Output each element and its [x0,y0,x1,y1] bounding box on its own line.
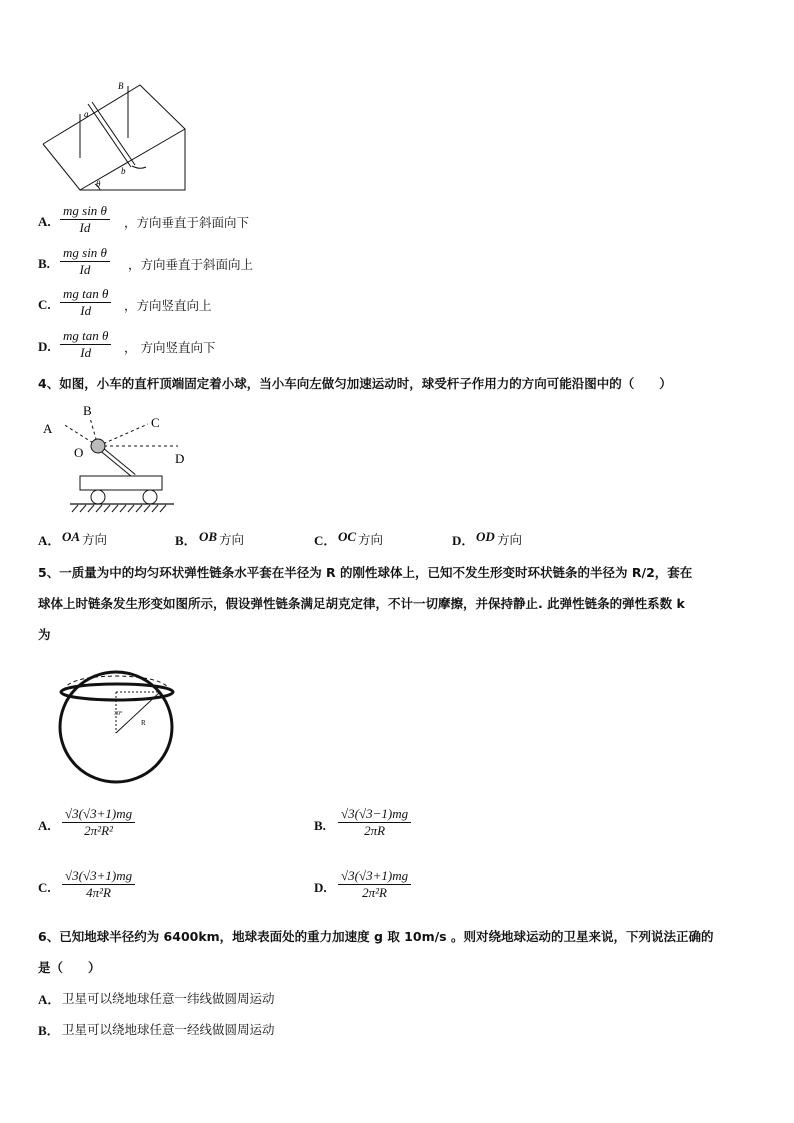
incline-figure [40,78,190,193]
option-text: 方向 [358,532,384,547]
q5-stem-line2: 球体上时链条发生形变如图所示，假设弹性链条满足胡克定律，不计一切摩擦，并保持静止. 此弹性链条的弹性系数 k [38,596,685,611]
option-fraction: $\frac{√3(√3+1)mg}{\text{2π²R²}}$ [62,806,135,839]
option-fraction: $\frac{√3(√3-1)mg}{2\pi R}$ [338,806,411,839]
option-text: 卫星可以绕地球任意一经线做圆周运动 [62,1022,275,1037]
option-label: C. [38,880,51,895]
option-label: B． [175,533,197,548]
q6-stem-line1: 6、已知地球半径约为 6400km，地球表面处的重力加速度 g 取 10m/s 。则对绕地球运动的卫星来说，下列说法正确的 [38,929,714,944]
option-fraction: $\frac{\text{mg sin θ}}{Id}$ [60,203,110,236]
option-text: ，方向垂直于斜面向上 [128,257,254,272]
q6-stem-line2: 是（ ） [38,960,101,975]
option-text: 卫星可以绕地球任意一纬线做圆周运动 [62,991,275,1006]
fig4-label-A: A [43,421,53,436]
fig3-label-B: B [118,81,124,91]
sphere-chain-figure [56,655,186,785]
option-label: A． [38,992,61,1007]
fig3-label-a: a [84,109,89,119]
q5-stem-line1: 5、一质量为中的均匀环状弹性链条水平套在半径为 R 的刚性球体上，已知不发生形变时环状链条的半径为 R/2，套在 [38,565,693,580]
fig3-label-b: b [121,166,126,176]
option-fraction: $\frac{\text{mg tan θ}}{Id}$ [60,328,111,361]
option-fraction: $\frac{√3(√3+1)mg}{\text{4π²R}}$ [62,868,135,901]
option-var: OB [199,529,218,544]
option-label: A. [38,214,51,229]
option-fraction: $\frac{\text{mg tan θ}}{Id}$ [60,286,111,319]
option-text: ，方向竖直向上 [124,298,212,313]
option-label: B． [38,1023,60,1038]
option-label: C. [38,297,51,312]
option-label: D. [314,880,327,895]
option-var: OA [62,529,81,544]
fig3-label-theta: θ [96,179,101,189]
option-label: B. [38,256,50,271]
option-text: 方向 [497,532,523,547]
option-text: ， 方向竖直向下 [124,340,216,355]
fig5-radius-label: R [141,719,146,727]
option-fraction: $\frac{\text{mg sin θ}}{Id}$ [60,245,110,278]
fig4-label-B: B [83,403,92,418]
option-label: B. [314,818,326,833]
option-label: D. [38,339,51,354]
option-label: A． [38,533,61,548]
option-label: C． [314,533,337,548]
q4-stem: 4、如图，小车的直杆顶端固定着小球，当小车向左做匀加速运动时，球受杆子作用力的方向可能沿图中的（ ） [38,376,672,391]
option-label: D． [452,533,475,548]
fig4-label-D: D [175,451,185,466]
option-text: 方向 [82,532,108,547]
fig5-angle-label: 30° [114,711,123,717]
option-label: A. [38,818,51,833]
fig4-label-C: C [151,415,160,430]
fig4-label-O: O [74,445,84,460]
cart-figure [38,400,198,520]
option-var: OD [476,529,495,544]
option-fraction: $\frac{√3(√3+1)mg}{\text{2π²R}}$ [338,868,411,901]
q5-stem-line3: 为 [38,627,51,642]
option-text: ，方向垂直于斜面向下 [124,215,250,230]
option-text: 方向 [219,532,245,547]
option-var: OC [338,529,357,544]
